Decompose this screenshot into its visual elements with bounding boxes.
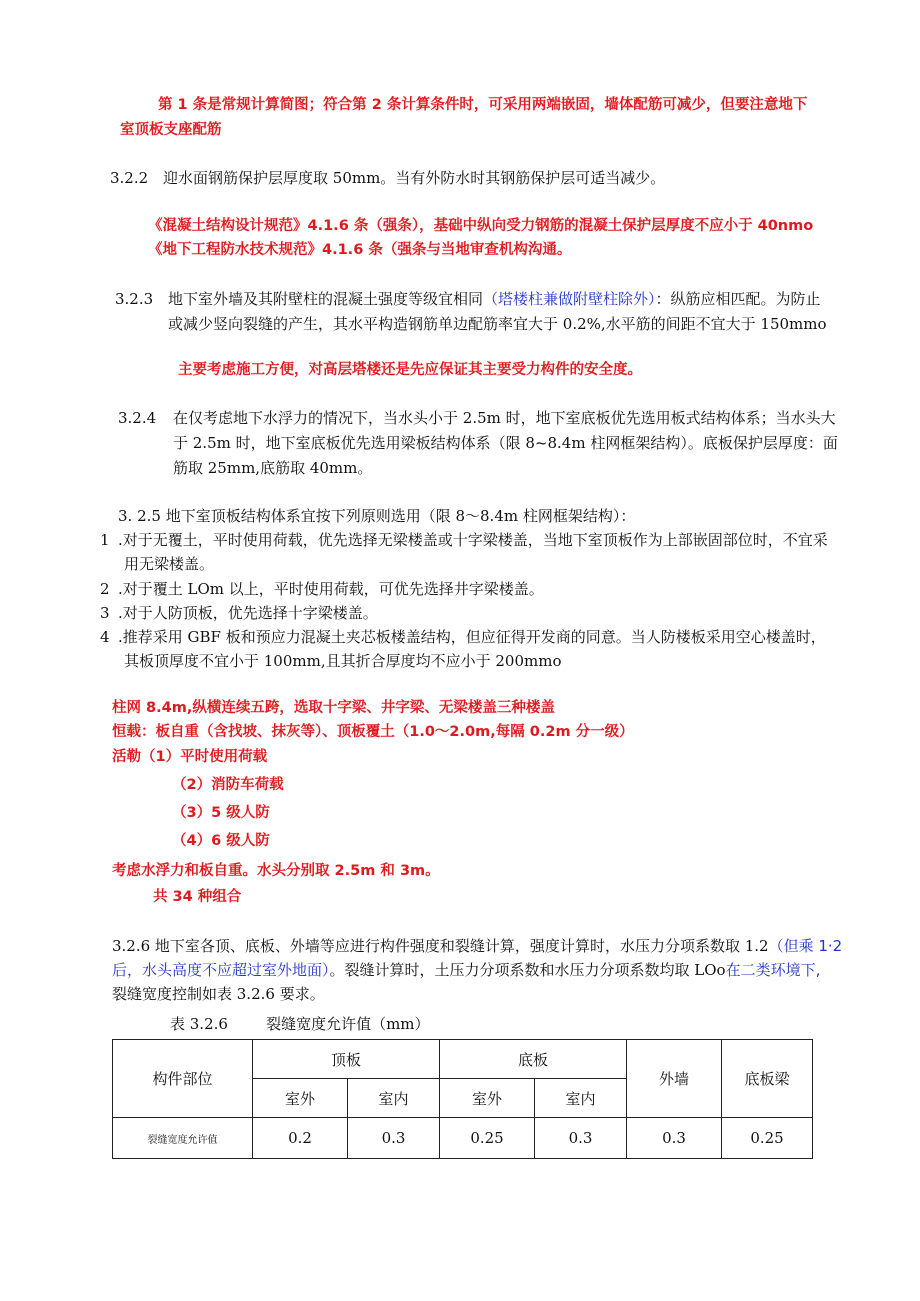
clause-3-2-6-line1-blue: （但乘 1·2: [768, 937, 843, 955]
table-cell: 0.3: [348, 1118, 440, 1159]
list-item-text-cont: 其板顶厚度不宜小于 100mm,且其折合厚度均不应小于 200mmo: [124, 652, 562, 670]
note-live-load-4: （4）6 级人防: [172, 833, 270, 849]
clause-3-2-6-line1-pre: 3.2.6 地下室各顶、底板、外墙等应进行构件强度和裂缝计算，强度计算时，水压力分项系数取 1.2: [112, 937, 769, 955]
clause-3-2-3-line2: 或减少竖向裂缝的产生，其水平构造钢筋单边配筋率宜大于 0.2%,水平筋的间距不宜大于 150mmo: [168, 315, 827, 333]
note-live-load-1: 活勒（1）平时使用荷载: [112, 749, 268, 765]
list-item-text-cont: 用无梁楼盖。: [124, 555, 215, 573]
clause-3-2-2-text: 迎水面钢筋保护层厚度取 50mm。当有外防水时其钢筋保护层可适当减少。: [163, 169, 666, 187]
subheader-indoor: 室内: [348, 1079, 440, 1118]
list-item-text: .对于覆土 LOm 以上，平时使用荷载，可优先选择井字梁楼盖。: [118, 580, 544, 598]
header-bottom-slab: 底板: [440, 1040, 627, 1079]
clause-3-2-6-line2: [112, 959, 820, 981]
list-item-text: .对于人防顶板，优先选择十字梁楼盖。: [118, 604, 378, 622]
note-cover-spec-line1: 《混凝土结构设计规范》4.1.6 条（强条），基础中纵向受力钢筋的混凝土保护层厚度不应小于 40nmo: [148, 218, 814, 234]
header-outer-wall: 外墙: [627, 1040, 722, 1118]
clause-3-2-6-line3: 裂缝宽度控制如表 3.2.6 要求。: [112, 985, 325, 1003]
header-part: 构件部位: [113, 1040, 253, 1118]
header-top-slab: 顶板: [253, 1040, 440, 1079]
note-buoyancy: 考虑水浮力和板自重。水头分别取 2.5m 和 3m。: [112, 863, 440, 879]
clause-3-2-3-pre: 地下室外墙及其附壁柱的混凝土强度等级宜相同: [168, 290, 484, 308]
note-live-load-3: （3）5 级人防: [172, 805, 270, 821]
clause-3-2-3-blue: （塔楼柱兼做附壁柱除外）: [483, 290, 656, 308]
list-item-text: .推荐采用 GBF 板和预应力混凝土夹芯板楼盖结构，但应征得开发商的同意。当人防楼板采用空心楼盖时，: [118, 628, 826, 646]
clause-3-2-2-number: 3.2.2: [110, 169, 149, 187]
list-item-text: .对于无覆土，平时使用荷载，优先选择无梁楼盖或十字梁楼盖，当地下室顶板作为上部嵌固部位时，不宜采: [118, 531, 828, 549]
note-cover-spec-line2: 《地下工程防水技术规范》4.1.6 条（强条与当地审查机构沟通。: [148, 242, 572, 258]
table-cell: 0.25: [440, 1118, 535, 1159]
clause-3-2-4-line2: 于 2.5m 时，地下室底板优先选用梁板结构体系（限 8~8.4m 柱网框架结构）。底板保护层厚度：面: [173, 434, 838, 452]
clause-3-2-4-number: 3.2.4: [118, 409, 157, 427]
table-cell: 0.3: [627, 1118, 722, 1159]
clause-3-2-5-head: 3. 2.5 地下室顶板结构体系宜按下列原则选用（限 8～8.4m 柱网框架结构）：: [118, 507, 636, 525]
crack-width-table: [112, 1039, 813, 1159]
clause-3-2-3-line1: [168, 288, 821, 310]
subheader-indoor: 室内: [535, 1079, 627, 1118]
note-dead-load: 恒载：板自重（含找坡、抹灰等）、顶板覆土（1.0～2.0m,每隔 0.2m 分一级）: [112, 724, 634, 740]
note-construction: 主要考虑施工方便，对高层塔楼还是先应保证其主要受力构件的安全度。: [178, 362, 642, 378]
note-combination-count: 共 34 种组合: [153, 889, 242, 905]
clause-3-2-6-line1: [112, 935, 842, 957]
list-item-number: 2: [100, 580, 110, 598]
clause-3-2-4-line3: 筋取 25mm,底筋取 40mm。: [173, 459, 373, 477]
note-grid-line1: 柱网 8.4m,纵横连续五跨，选取十字梁、井字梁、无梁楼盖三种楼盖: [112, 700, 555, 716]
list-item-number: 4: [100, 628, 110, 646]
table-caption: 表 3.2.6 裂缝宽度允许值（mm）: [170, 1015, 430, 1033]
row-label: 裂缝宽度允许值: [113, 1118, 253, 1159]
subheader-outdoor: 室外: [440, 1079, 535, 1118]
table-header-row: [113, 1040, 813, 1079]
subheader-outdoor: 室外: [253, 1079, 348, 1118]
list-item-number: 1: [100, 531, 110, 549]
table-cell: 0.25: [722, 1118, 813, 1159]
note-calc-diagram-line1: 第 1 条是常规计算简图；符合第 2 条计算条件时，可采用两端嵌固，墙体配筋可减少，但要注意地下: [158, 97, 808, 113]
table-cell: 0.3: [535, 1118, 627, 1159]
list-item-number: 3: [100, 604, 110, 622]
clause-3-2-6-line2-blue2: 在二类环境下,: [725, 961, 821, 979]
header-slab-beam: 底板梁: [722, 1040, 813, 1118]
note-calc-diagram-line2: 室顶板支座配筋: [120, 122, 222, 138]
clause-3-2-6-line2-mid: 。裂缝计算时，土压力分项系数和水压力分项系数均取 LOo: [329, 961, 726, 979]
note-live-load-2: （2）消防车荷载: [172, 777, 284, 793]
clause-3-2-4-line1: 在仅考虑地下水浮力的情况下，当水头小于 2.5m 时，地下室底板优先选用板式结构体系；当水头大: [173, 409, 836, 427]
table-cell: 0.2: [253, 1118, 348, 1159]
clause-3-2-6-line2-blue: 后，水头高度不应超过室外地面）: [112, 961, 330, 979]
table-row: [113, 1118, 813, 1159]
clause-3-2-3-number: 3.2.3: [115, 290, 154, 308]
clause-3-2-3-post: ：纵筋应相匹配。为防止: [655, 290, 821, 308]
